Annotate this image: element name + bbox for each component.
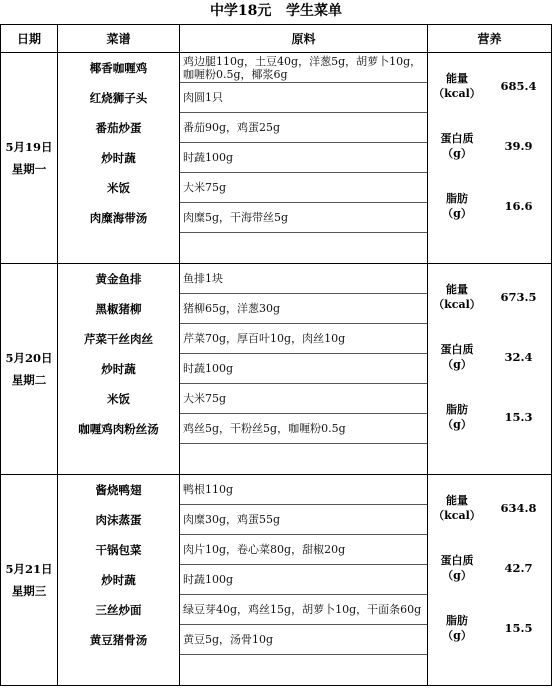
ingredient-line: 大米75g	[180, 384, 427, 414]
dishes-cell	[58, 475, 180, 686]
protein-label-text: 蛋白质	[440, 132, 474, 145]
ingredient-line: 猪柳65g，洋葱30g	[180, 294, 427, 324]
ingredient-line: 鸭根110g	[180, 475, 427, 505]
fat-row	[428, 387, 551, 447]
date-text: 5月20日	[5, 351, 53, 365]
ingredient-line: 肉圆1只	[180, 83, 427, 113]
dishes-cell	[58, 264, 180, 475]
weekday-text: 星期一	[11, 162, 47, 176]
ingredient-line: 绿豆芽40g，鸡丝15g，胡萝卜10g，干面条60g	[180, 595, 427, 625]
date-cell	[1, 475, 58, 686]
ingredient-line: 时蔬100g	[180, 354, 427, 384]
nutrition-cell	[428, 53, 552, 264]
dish-name: 米饭	[107, 392, 130, 406]
dishes-cell	[58, 53, 180, 264]
day-row	[1, 264, 552, 475]
energy-row	[428, 478, 551, 538]
ingredient-line	[180, 655, 427, 685]
dish-name: 番茄炒蛋	[95, 121, 142, 135]
energy-row	[428, 56, 551, 116]
energy-value: 634.8	[500, 501, 537, 515]
dish-name: 芹菜干丝肉丝	[84, 332, 153, 346]
ingredient-line: 肉糜30g，鸡蛋55g	[180, 505, 427, 535]
ingredient-line: 时蔬100g	[180, 143, 427, 173]
ingredient-line: 番茄90g，鸡蛋25g	[180, 113, 427, 143]
dish-name: 炒时蔬	[101, 151, 136, 165]
protein-value: 42.7	[504, 561, 533, 575]
ingredient-line: 鱼排1块	[180, 264, 427, 294]
ingredient-line: 黄豆5g，汤骨10g	[180, 625, 427, 655]
fat-unit: （g）	[442, 207, 472, 220]
dish-name: 黄豆猪骨汤	[89, 633, 148, 647]
dish-name: 黑椒猪柳	[95, 302, 142, 316]
energy-label-text: 能量	[446, 283, 468, 296]
protein-label	[428, 553, 486, 583]
fat-label-text: 脂肪	[446, 192, 468, 205]
menu-body	[1, 53, 552, 686]
ingredient-line: 肉糜5g，干海带丝5g	[180, 203, 427, 233]
dish-name: 米饭	[107, 181, 130, 195]
day-row	[1, 53, 552, 264]
protein-unit: （g）	[442, 147, 472, 160]
protein-label-text: 蛋白质	[440, 554, 474, 567]
day-row	[1, 475, 552, 686]
header-row	[1, 25, 552, 53]
energy-value: 673.5	[500, 290, 537, 304]
dish-name: 炒时蔬	[101, 573, 136, 587]
ingredients-cell	[180, 475, 428, 686]
header-date: 日期	[1, 25, 58, 53]
dish-name: 咖喱鸡肉粉丝汤	[78, 422, 159, 436]
ingredient-line: 芹菜70g，厚百叶10g，肉丝10g	[180, 324, 427, 354]
fat-label	[428, 613, 486, 643]
date-text: 5月21日	[5, 562, 53, 576]
fat-label-text: 脂肪	[446, 614, 468, 627]
date-cell	[1, 53, 58, 264]
energy-unit: （kcal）	[433, 298, 481, 311]
ingredients-cell	[180, 53, 428, 264]
fat-label	[428, 191, 486, 221]
energy-label	[428, 282, 486, 312]
nutrition-cell	[428, 475, 552, 686]
date-text: 5月19日	[5, 140, 53, 154]
ingredient-line	[180, 233, 427, 263]
fat-row	[428, 176, 551, 236]
energy-label	[428, 71, 486, 101]
fat-value: 16.6	[504, 199, 533, 213]
dish-name: 肉沫蒸蛋	[95, 513, 142, 527]
fat-label-text: 脂肪	[446, 403, 468, 416]
ingredients-cell	[180, 264, 428, 475]
dish-name: 干锅包菜	[95, 543, 142, 557]
protein-label-text: 蛋白质	[440, 343, 474, 356]
ingredient-line: 鸡丝5g，干粉丝5g，咖喱粉0.5g	[180, 414, 427, 444]
protein-label	[428, 342, 486, 372]
dish-name: 椰香咖喱鸡	[89, 61, 148, 75]
protein-unit: （g）	[442, 569, 472, 582]
protein-row	[428, 116, 551, 176]
page-title: 中学18元 学生菜单	[209, 3, 343, 19]
ingredient-line: 鸡边腿110g，土豆40g，洋葱5g，胡萝卜10g，咖喱粉0.5g，椰浆6g	[180, 53, 427, 83]
energy-label-text: 能量	[446, 72, 468, 85]
protein-label	[428, 131, 486, 161]
fat-unit: （g）	[442, 629, 472, 642]
nutrition-cell	[428, 264, 552, 475]
ingredient-line	[180, 444, 427, 474]
header-nutrition: 营养	[428, 25, 552, 53]
energy-label	[428, 493, 486, 523]
dish-name: 红烧狮子头	[89, 91, 148, 105]
dish-name: 肉糜海带汤	[89, 211, 148, 225]
fat-value: 15.3	[504, 410, 533, 424]
ingredient-line: 时蔬100g	[180, 565, 427, 595]
menu-table	[0, 24, 552, 686]
fat-row	[428, 598, 551, 658]
weekday-text: 星期二	[11, 373, 47, 387]
protein-value: 32.4	[504, 350, 533, 364]
protein-row	[428, 327, 551, 387]
energy-row	[428, 267, 551, 327]
ingredient-line: 大米75g	[180, 173, 427, 203]
energy-unit: （kcal）	[433, 87, 481, 100]
energy-unit: （kcal）	[433, 509, 481, 522]
header-dish: 菜谱	[58, 25, 180, 53]
energy-label-text: 能量	[446, 494, 468, 507]
energy-value: 685.4	[500, 79, 537, 93]
header-ingredients: 原料	[180, 25, 428, 53]
dish-name: 酱烧鸭翅	[95, 483, 142, 497]
protein-unit: （g）	[442, 358, 472, 371]
fat-value: 15.5	[504, 621, 533, 635]
dish-name: 三丝炒面	[95, 603, 142, 617]
protein-row	[428, 538, 551, 598]
ingredient-line: 肉片10g，卷心菜80g，甜椒20g	[180, 535, 427, 565]
protein-value: 39.9	[504, 139, 533, 153]
dish-name: 黄金鱼排	[95, 272, 142, 286]
fat-label	[428, 402, 486, 432]
dish-name: 炒时蔬	[101, 362, 136, 376]
fat-unit: （g）	[442, 418, 472, 431]
weekday-text: 星期三	[11, 584, 47, 598]
date-cell	[1, 264, 58, 475]
